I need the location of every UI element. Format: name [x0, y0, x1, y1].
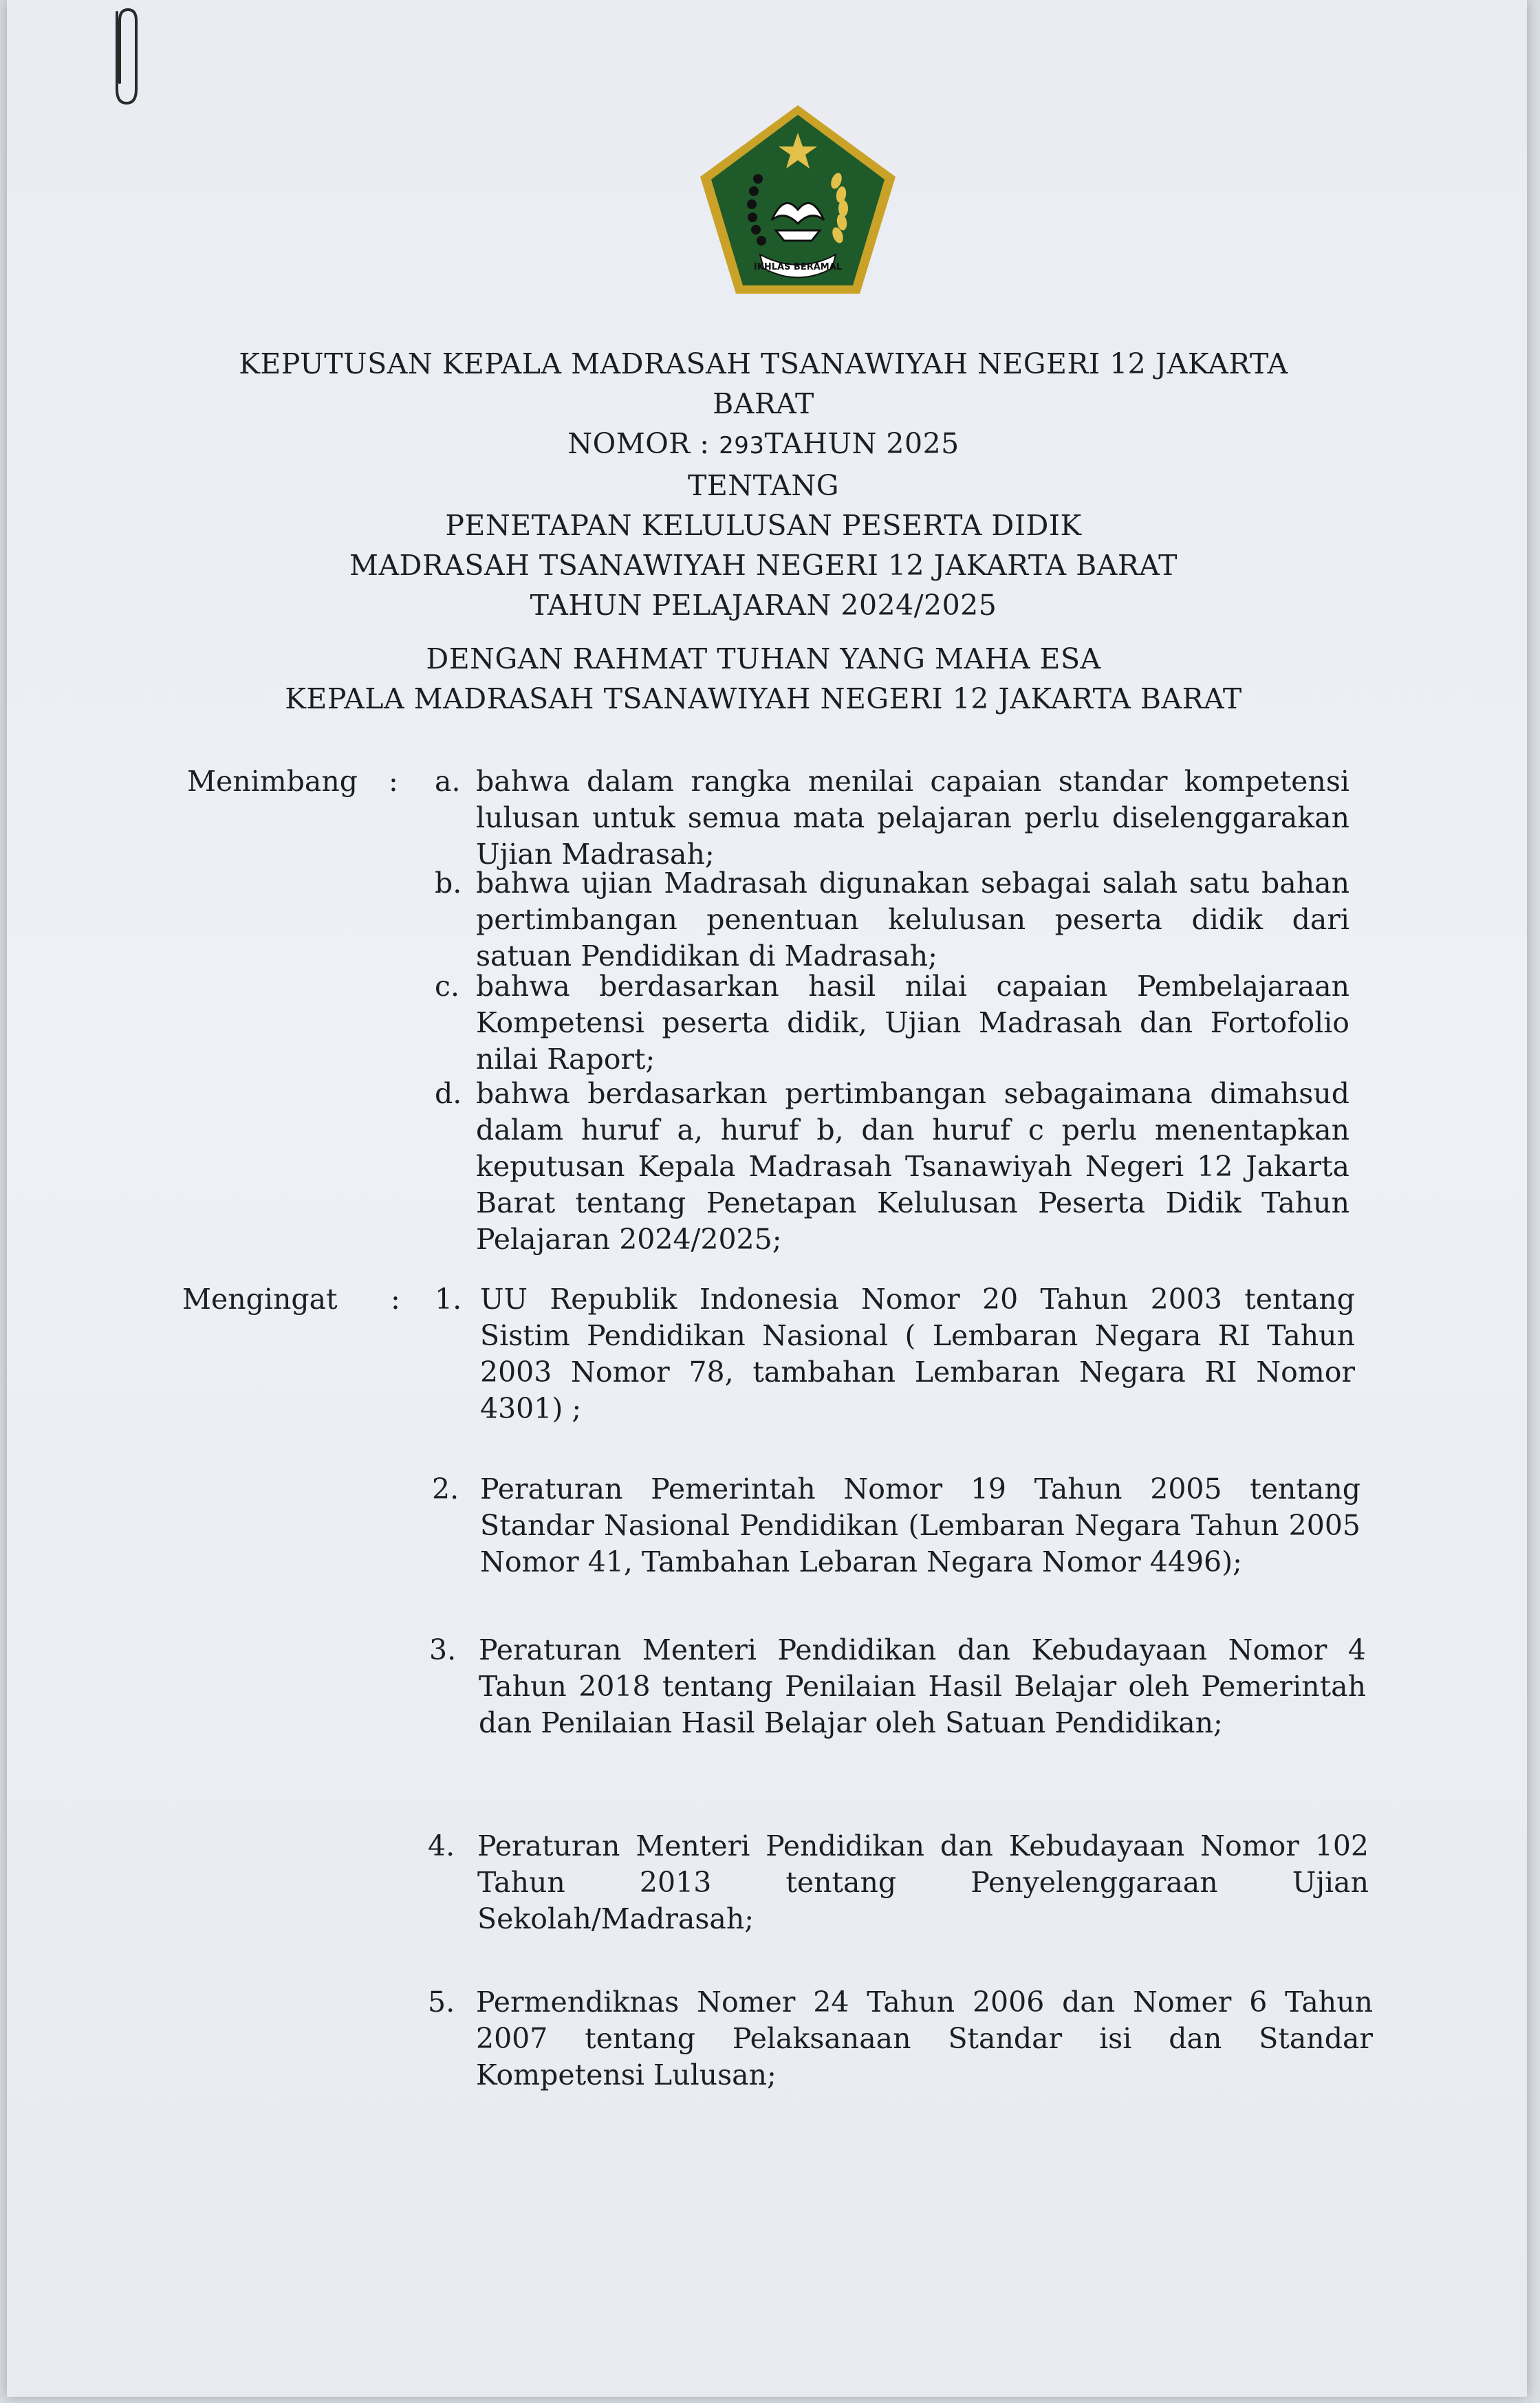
paper-clip-icon [102, 7, 143, 110]
item-text: Peraturan Pemerintah Nomor 19 Tahun 2005 tentang Standar Nasional Pendidikan (Lembaran Negara Tahun 2005 Nomor 41, Tambahan Lebaran Negara Nomor 4496); [480, 1472, 1360, 1578]
mengingat-label: Mengingat [182, 1283, 338, 1316]
menimbang-label: Menimbang [187, 765, 358, 798]
subject-line-3: TAHUN PELAJARAN 2024/2025 [530, 589, 997, 622]
opening-line-2: KEPALA MADRASAH TSANAWIYAH NEGERI 12 JAKARTA BARAT [285, 682, 1242, 715]
nomor-value: 293 [719, 432, 765, 459]
mengingat-colon: : [391, 1283, 400, 1316]
item-mark: 5. [428, 1986, 455, 2019]
item-mark: 1. [435, 1283, 462, 1316]
subject-line-2: MADRASAH TSANAWIYAH NEGERI 12 JAKARTA BARAT [349, 549, 1178, 582]
item-mark: d. [435, 1077, 462, 1110]
document-page [7, 0, 1527, 2397]
tentang-label: TENTANG [688, 469, 839, 502]
nomor-suffix: TAHUN 2025 [764, 427, 959, 460]
kemenag-emblem-icon [695, 100, 901, 299]
menimbang-colon: : [389, 765, 398, 798]
item-text: Peraturan Menteri Pendidikan dan Kebudayaan Nomor 4 Tahun 2018 tentang Penilaian Hasil Belajar oleh Pemerintah dan Penilaian Hasil Belajar oleh Satuan Pendidikan; [479, 1633, 1366, 1739]
item-mark: c. [435, 970, 459, 1003]
item-mark: 3. [429, 1633, 457, 1666]
title-line-1: KEPUTUSAN KEPALA MADRASAH TSANAWIYAH NEGERI 12 JAKARTA [239, 347, 1288, 380]
item-mark: b. [435, 867, 462, 900]
item-text: bahwa berdasarkan hasil nilai capaian Pembelajaraan Kompetensi peserta didik, Ujian Madrasah dan Fortofolio nilai Raport; [476, 970, 1349, 1076]
document-header [179, 344, 1348, 719]
nomor-label: NOMOR : [567, 427, 710, 460]
header-gap [179, 625, 1348, 639]
item-mark: 2. [432, 1472, 459, 1505]
nomor-line [179, 424, 1348, 466]
title-line-2: BARAT [713, 387, 814, 420]
subject-line-1: PENETAPAN KELULUSAN PESERTA DIDIK [445, 509, 1082, 542]
item-mark: 4. [428, 1829, 455, 1862]
item-text: bahwa ujian Madrasah digunakan sebagai salah satu bahan pertimbangan penentuan kelulusan peserta didik dari satuan Pendidikan di Madrasah; [476, 867, 1349, 972]
item-text: UU Republik Indonesia Nomor 20 Tahun 2003 tentang Sistim Pendidikan Nasional ( Lembaran Negara RI Tahun 2003 Nomor 78, tambahan Lembaran Negara RI Nomor 4301) ; [480, 1283, 1355, 1425]
item-text: Permendiknas Nomer 24 Tahun 2006 dan Nomer 6 Tahun 2007 tentang Pelaksanaan Standar isi dan Standar Kompetensi Lulusan; [476, 1986, 1373, 2091]
item-text: bahwa berdasarkan pertimbangan sebagaimana dimahsud dalam huruf a, huruf b, dan huruf c perlu menentapkan keputusan Kepala Madrasah Tsanawiyah Negeri 12 Jakarta Barat tentang Penetapan Kelulusan Peserta Didik Tahun Pelajaran 2024/2025; [476, 1077, 1349, 1256]
item-text: bahwa dalam rangka menilai capaian standar kompetensi lulusan untuk semua mata pelajaran perlu diselenggarakan Ujian Madrasah; [476, 765, 1349, 871]
item-text: Peraturan Menteri Pendidikan dan Kebudayaan Nomor 102 Tahun 2013 tentang Penyelenggaraan Ujian Sekolah/Madrasah; [477, 1829, 1369, 1935]
svg-text:IKHLAS BERAMAL: IKHLAS BERAMAL [753, 262, 843, 272]
item-mark: a. [435, 765, 461, 798]
opening-line-1: DENGAN RAHMAT TUHAN YANG MAHA ESA [426, 642, 1101, 675]
